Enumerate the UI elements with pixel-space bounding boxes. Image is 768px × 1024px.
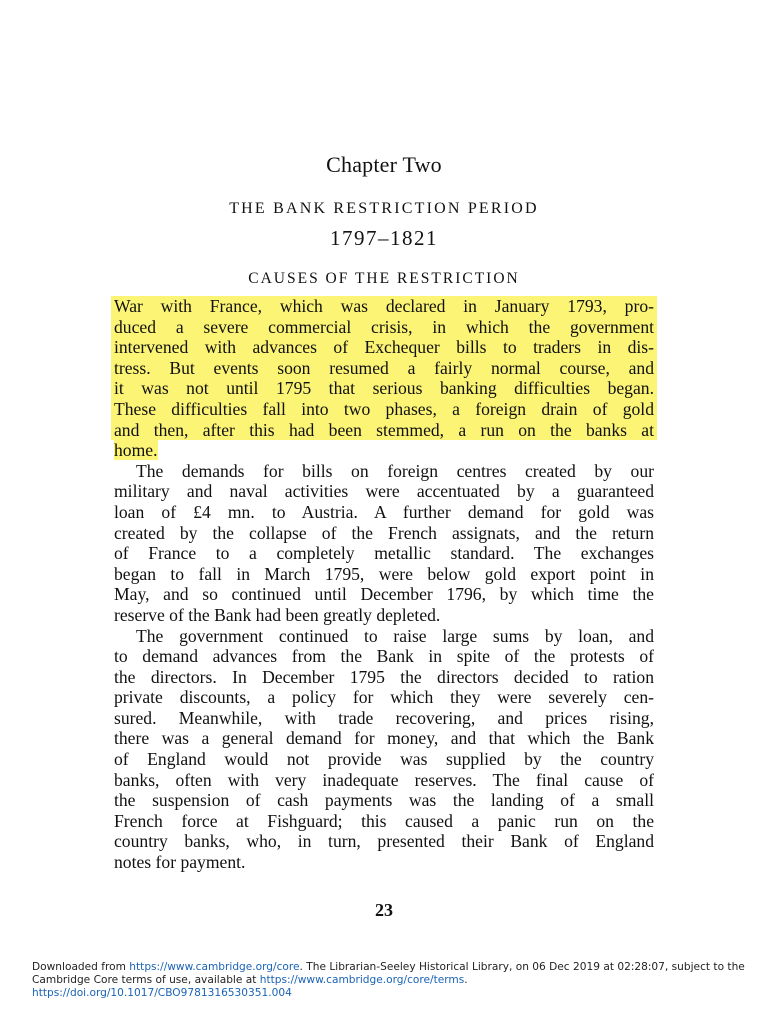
paragraph-highlighted	[114, 296, 654, 461]
section-dates: 1797–1821	[330, 226, 438, 250]
footer-middle: . The Librarian-Seeley Historical Library, on 06 Dec 2019 at 02:28:07, subject to the Cambridge Core terms of use, available at	[32, 961, 745, 986]
text-line[interactable]: reserve of the Bank had been greatly depleted.	[114, 604, 441, 625]
paragraph	[114, 461, 654, 626]
text-line[interactable]: War with France, which was declared in January 1793, pro-	[111, 296, 657, 317]
text-line[interactable]: began to fall in March 1795, were below gold export point in	[114, 563, 654, 584]
text-line[interactable]	[114, 440, 654, 461]
text-line[interactable]: the directors. In December 1795 the directors decided to ration	[114, 666, 654, 687]
subsection-title: CAUSES OF THE RESTRICTION	[248, 270, 520, 287]
text-line[interactable]: created by the collapse of the French assignats, and the return	[114, 522, 654, 543]
text-line[interactable]: The government continued to raise large sums by loan, and	[136, 625, 654, 646]
highlight-span[interactable]: home.	[114, 440, 158, 461]
paragraph	[114, 626, 654, 873]
text-line[interactable]: private discounts, a policy for which they were severely cen-	[114, 687, 654, 708]
text-line[interactable]: The demands for bills on foreign centres created by our	[136, 460, 654, 481]
body-text	[114, 296, 654, 873]
chapter-title: Chapter Two	[326, 152, 442, 177]
text-line[interactable]: it was not until 1795 that serious banking difficulties began.	[111, 378, 657, 399]
text-line[interactable]: to demand advances from the Bank in spite of the protests of	[114, 646, 654, 667]
footer-period: .	[464, 974, 468, 986]
text-line[interactable]: May, and so continued until December 1796, by which time the	[114, 584, 654, 605]
text-line[interactable]: of France to a completely metallic standard. The exchanges	[114, 543, 654, 564]
text-line[interactable]: tress. But events soon resumed a fairly normal course, and	[111, 358, 657, 379]
text-line[interactable]: country banks, who, in turn, presented their Bank of England	[114, 831, 654, 852]
page-number: 23	[375, 900, 393, 920]
text-line[interactable]: notes for payment.	[114, 852, 246, 873]
text-line[interactable]: the suspension of cash payments was the landing of a small	[114, 790, 654, 811]
download-footer	[32, 961, 752, 1000]
doi-link[interactable]: https://doi.org/10.1017/CBO9781316530351.004	[32, 987, 292, 999]
text-line[interactable]: intervened with advances of Exchequer bills to traders in dis-	[111, 337, 657, 358]
text-line[interactable]: loan of £4 mn. to Austria. A further demand for gold was	[114, 501, 654, 522]
footer-prefix: Downloaded from	[32, 961, 130, 973]
text-line[interactable]: banks, often with very inadequate reserves. The final cause of	[114, 769, 654, 790]
cambridge-core-link[interactable]: https://www.cambridge.org/core	[129, 961, 300, 973]
text-line[interactable]: These difficulties fall into two phases, a foreign drain of gold	[111, 399, 657, 420]
text-line[interactable]: of England would not provide was supplied by the country	[114, 749, 654, 770]
text-line[interactable]: French force at Fishguard; this caused a panic run on the	[114, 810, 654, 831]
text-line[interactable]: and then, after this had been stemmed, a run on the banks at	[111, 420, 657, 441]
section-title: THE BANK RESTRICTION PERIOD	[229, 200, 539, 217]
text-line[interactable]: military and naval activities were accentuated by a guaranteed	[114, 481, 654, 502]
text-line[interactable]: duced a severe commercial crisis, in which the government	[111, 317, 657, 338]
terms-link[interactable]: https://www.cambridge.org/core/terms	[259, 974, 465, 986]
text-line[interactable]: sured. Meanwhile, with trade recovering, and prices rising,	[114, 707, 654, 728]
text-line[interactable]: there was a general demand for money, and that which the Bank	[114, 728, 654, 749]
